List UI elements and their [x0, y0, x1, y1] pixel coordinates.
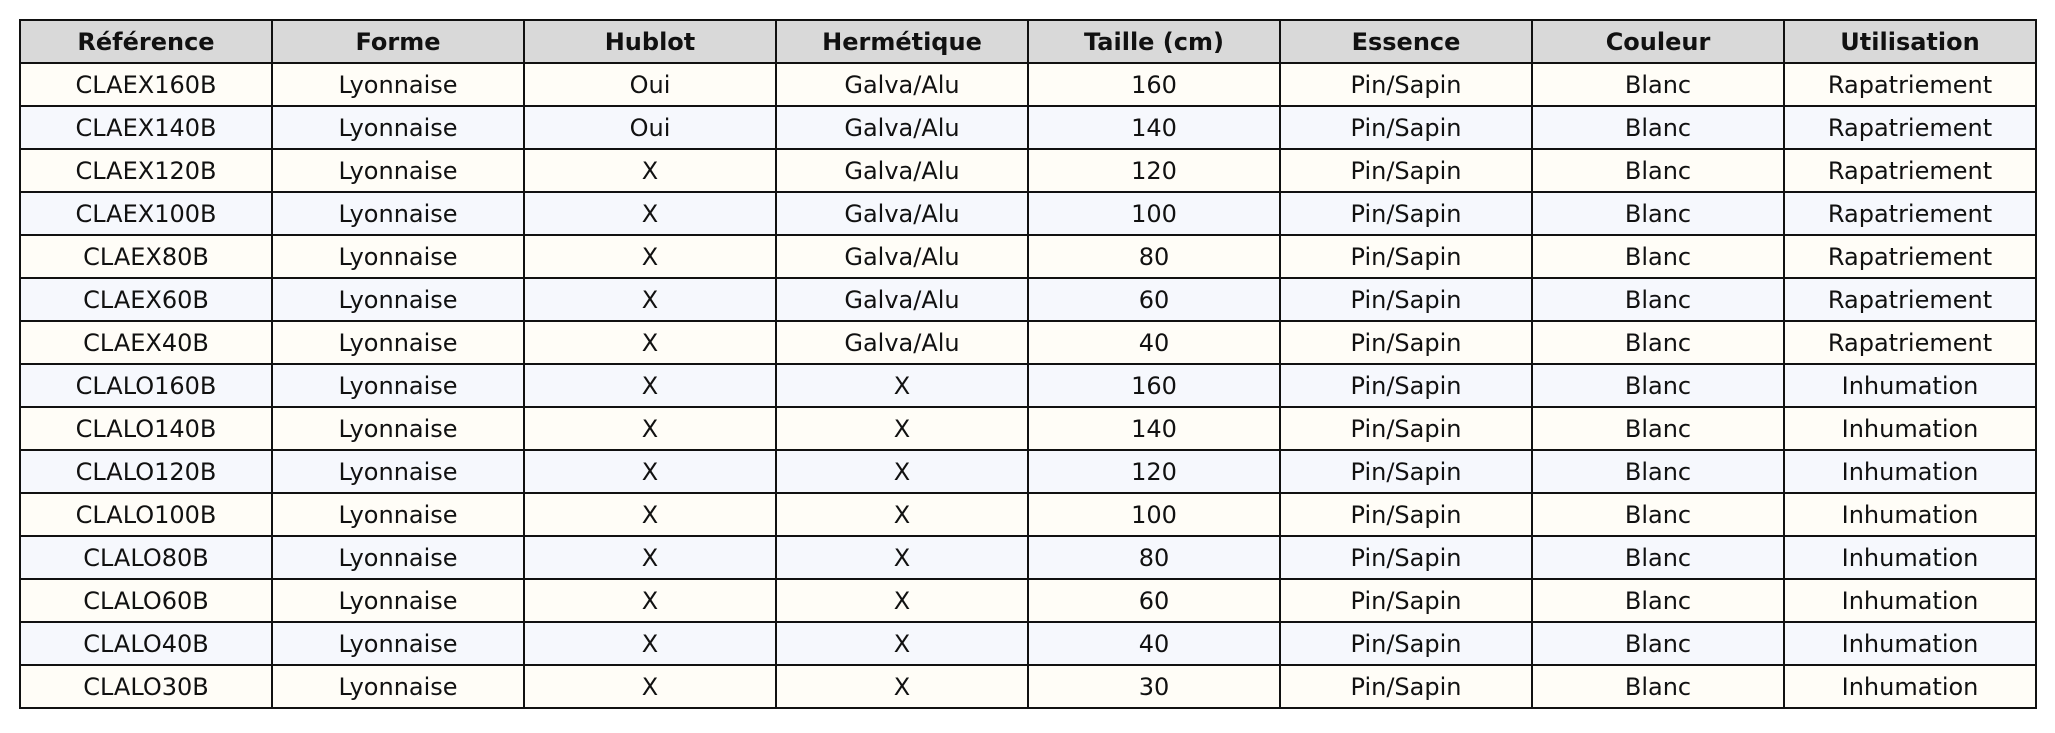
cell-reference: CLAEX100B	[20, 192, 272, 235]
cell-hermetique: X	[776, 450, 1028, 493]
cell-hermetique: Galva/Alu	[776, 106, 1028, 149]
cell-reference: CLALO140B	[20, 407, 272, 450]
cell-reference: CLALO160B	[20, 364, 272, 407]
table-row	[20, 364, 2036, 407]
product-table	[19, 19, 2037, 709]
cell-hublot: X	[524, 493, 776, 536]
cell-hermetique: X	[776, 364, 1028, 407]
cell-hermetique: X	[776, 622, 1028, 665]
cell-hublot: X	[524, 149, 776, 192]
table-header	[20, 20, 2036, 63]
cell-couleur: Blanc	[1532, 493, 1784, 536]
cell-hermetique: Galva/Alu	[776, 63, 1028, 106]
cell-forme: Lyonnaise	[272, 364, 524, 407]
cell-hermetique: X	[776, 665, 1028, 708]
cell-hermetique: Galva/Alu	[776, 235, 1028, 278]
cell-reference: CLAEX60B	[20, 278, 272, 321]
cell-couleur: Blanc	[1532, 235, 1784, 278]
cell-forme: Lyonnaise	[272, 235, 524, 278]
product-table-container	[19, 19, 2037, 709]
header-couleur: Couleur	[1532, 20, 1784, 63]
cell-utilisation: Rapatriement	[1784, 106, 2036, 149]
cell-essence: Pin/Sapin	[1280, 63, 1532, 106]
cell-essence: Pin/Sapin	[1280, 536, 1532, 579]
cell-reference: CLAEX40B	[20, 321, 272, 364]
cell-hermetique: X	[776, 536, 1028, 579]
cell-hermetique: Galva/Alu	[776, 149, 1028, 192]
cell-taille: 100	[1028, 493, 1280, 536]
cell-hublot: Oui	[524, 106, 776, 149]
cell-hublot: X	[524, 364, 776, 407]
table-row	[20, 622, 2036, 665]
cell-utilisation: Inhumation	[1784, 493, 2036, 536]
header-utilisation: Utilisation	[1784, 20, 2036, 63]
cell-essence: Pin/Sapin	[1280, 106, 1532, 149]
cell-utilisation: Rapatriement	[1784, 235, 2036, 278]
cell-essence: Pin/Sapin	[1280, 493, 1532, 536]
cell-reference: CLAEX80B	[20, 235, 272, 278]
cell-forme: Lyonnaise	[272, 536, 524, 579]
cell-hublot: Oui	[524, 63, 776, 106]
cell-forme: Lyonnaise	[272, 278, 524, 321]
cell-taille: 160	[1028, 63, 1280, 106]
cell-hublot: X	[524, 536, 776, 579]
cell-utilisation: Inhumation	[1784, 536, 2036, 579]
table-row	[20, 665, 2036, 708]
cell-taille: 40	[1028, 321, 1280, 364]
cell-essence: Pin/Sapin	[1280, 579, 1532, 622]
cell-taille: 80	[1028, 536, 1280, 579]
cell-utilisation: Inhumation	[1784, 622, 2036, 665]
cell-hublot: X	[524, 278, 776, 321]
cell-hermetique: X	[776, 407, 1028, 450]
table-row	[20, 579, 2036, 622]
cell-taille: 120	[1028, 450, 1280, 493]
cell-utilisation: Rapatriement	[1784, 278, 2036, 321]
cell-reference: CLALO80B	[20, 536, 272, 579]
cell-couleur: Blanc	[1532, 407, 1784, 450]
cell-utilisation: Inhumation	[1784, 364, 2036, 407]
cell-taille: 160	[1028, 364, 1280, 407]
cell-forme: Lyonnaise	[272, 63, 524, 106]
cell-couleur: Blanc	[1532, 450, 1784, 493]
header-hermetique: Hermétique	[776, 20, 1028, 63]
cell-utilisation: Rapatriement	[1784, 149, 2036, 192]
cell-couleur: Blanc	[1532, 321, 1784, 364]
cell-hublot: X	[524, 321, 776, 364]
cell-forme: Lyonnaise	[272, 622, 524, 665]
cell-taille: 60	[1028, 278, 1280, 321]
cell-utilisation: Rapatriement	[1784, 321, 2036, 364]
cell-essence: Pin/Sapin	[1280, 450, 1532, 493]
cell-reference: CLALO60B	[20, 579, 272, 622]
cell-forme: Lyonnaise	[272, 106, 524, 149]
cell-couleur: Blanc	[1532, 192, 1784, 235]
table-row	[20, 278, 2036, 321]
cell-essence: Pin/Sapin	[1280, 321, 1532, 364]
table-row	[20, 106, 2036, 149]
header-taille: Taille (cm)	[1028, 20, 1280, 63]
table-row	[20, 149, 2036, 192]
cell-utilisation: Rapatriement	[1784, 63, 2036, 106]
cell-hermetique: Galva/Alu	[776, 321, 1028, 364]
cell-forme: Lyonnaise	[272, 407, 524, 450]
table-row	[20, 407, 2036, 450]
cell-couleur: Blanc	[1532, 149, 1784, 192]
cell-taille: 60	[1028, 579, 1280, 622]
cell-reference: CLAEX140B	[20, 106, 272, 149]
cell-taille: 30	[1028, 665, 1280, 708]
cell-forme: Lyonnaise	[272, 321, 524, 364]
cell-forme: Lyonnaise	[272, 579, 524, 622]
cell-essence: Pin/Sapin	[1280, 278, 1532, 321]
header-forme: Forme	[272, 20, 524, 63]
cell-essence: Pin/Sapin	[1280, 235, 1532, 278]
cell-hublot: X	[524, 407, 776, 450]
cell-reference: CLALO120B	[20, 450, 272, 493]
table-row	[20, 536, 2036, 579]
cell-taille: 140	[1028, 407, 1280, 450]
cell-taille: 40	[1028, 622, 1280, 665]
cell-hublot: X	[524, 192, 776, 235]
cell-reference: CLALO100B	[20, 493, 272, 536]
table-row	[20, 192, 2036, 235]
cell-essence: Pin/Sapin	[1280, 364, 1532, 407]
cell-utilisation: Inhumation	[1784, 450, 2036, 493]
cell-essence: Pin/Sapin	[1280, 622, 1532, 665]
cell-taille: 120	[1028, 149, 1280, 192]
header-row	[20, 20, 2036, 63]
header-reference: Référence	[20, 20, 272, 63]
cell-reference: CLALO30B	[20, 665, 272, 708]
cell-hublot: X	[524, 665, 776, 708]
cell-forme: Lyonnaise	[272, 149, 524, 192]
cell-forme: Lyonnaise	[272, 450, 524, 493]
cell-essence: Pin/Sapin	[1280, 149, 1532, 192]
cell-couleur: Blanc	[1532, 665, 1784, 708]
cell-reference: CLAEX120B	[20, 149, 272, 192]
table-row	[20, 235, 2036, 278]
table-row	[20, 63, 2036, 106]
table-body	[20, 63, 2036, 708]
cell-utilisation: Inhumation	[1784, 407, 2036, 450]
cell-hermetique: Galva/Alu	[776, 192, 1028, 235]
cell-forme: Lyonnaise	[272, 493, 524, 536]
cell-essence: Pin/Sapin	[1280, 407, 1532, 450]
cell-utilisation: Inhumation	[1784, 579, 2036, 622]
cell-taille: 80	[1028, 235, 1280, 278]
table-row	[20, 493, 2036, 536]
header-hublot: Hublot	[524, 20, 776, 63]
cell-couleur: Blanc	[1532, 63, 1784, 106]
table-row	[20, 450, 2036, 493]
cell-forme: Lyonnaise	[272, 665, 524, 708]
cell-forme: Lyonnaise	[272, 192, 524, 235]
cell-hermetique: Galva/Alu	[776, 278, 1028, 321]
cell-utilisation: Rapatriement	[1784, 192, 2036, 235]
cell-hublot: X	[524, 450, 776, 493]
cell-utilisation: Inhumation	[1784, 665, 2036, 708]
header-essence: Essence	[1280, 20, 1532, 63]
cell-reference: CLAEX160B	[20, 63, 272, 106]
cell-taille: 100	[1028, 192, 1280, 235]
cell-essence: Pin/Sapin	[1280, 665, 1532, 708]
cell-couleur: Blanc	[1532, 278, 1784, 321]
cell-hublot: X	[524, 579, 776, 622]
cell-couleur: Blanc	[1532, 364, 1784, 407]
cell-hermetique: X	[776, 493, 1028, 536]
cell-hermetique: X	[776, 579, 1028, 622]
cell-couleur: Blanc	[1532, 106, 1784, 149]
cell-reference: CLALO40B	[20, 622, 272, 665]
cell-hublot: X	[524, 235, 776, 278]
cell-essence: Pin/Sapin	[1280, 192, 1532, 235]
cell-couleur: Blanc	[1532, 622, 1784, 665]
cell-couleur: Blanc	[1532, 536, 1784, 579]
table-row	[20, 321, 2036, 364]
cell-taille: 140	[1028, 106, 1280, 149]
cell-couleur: Blanc	[1532, 579, 1784, 622]
cell-hublot: X	[524, 622, 776, 665]
